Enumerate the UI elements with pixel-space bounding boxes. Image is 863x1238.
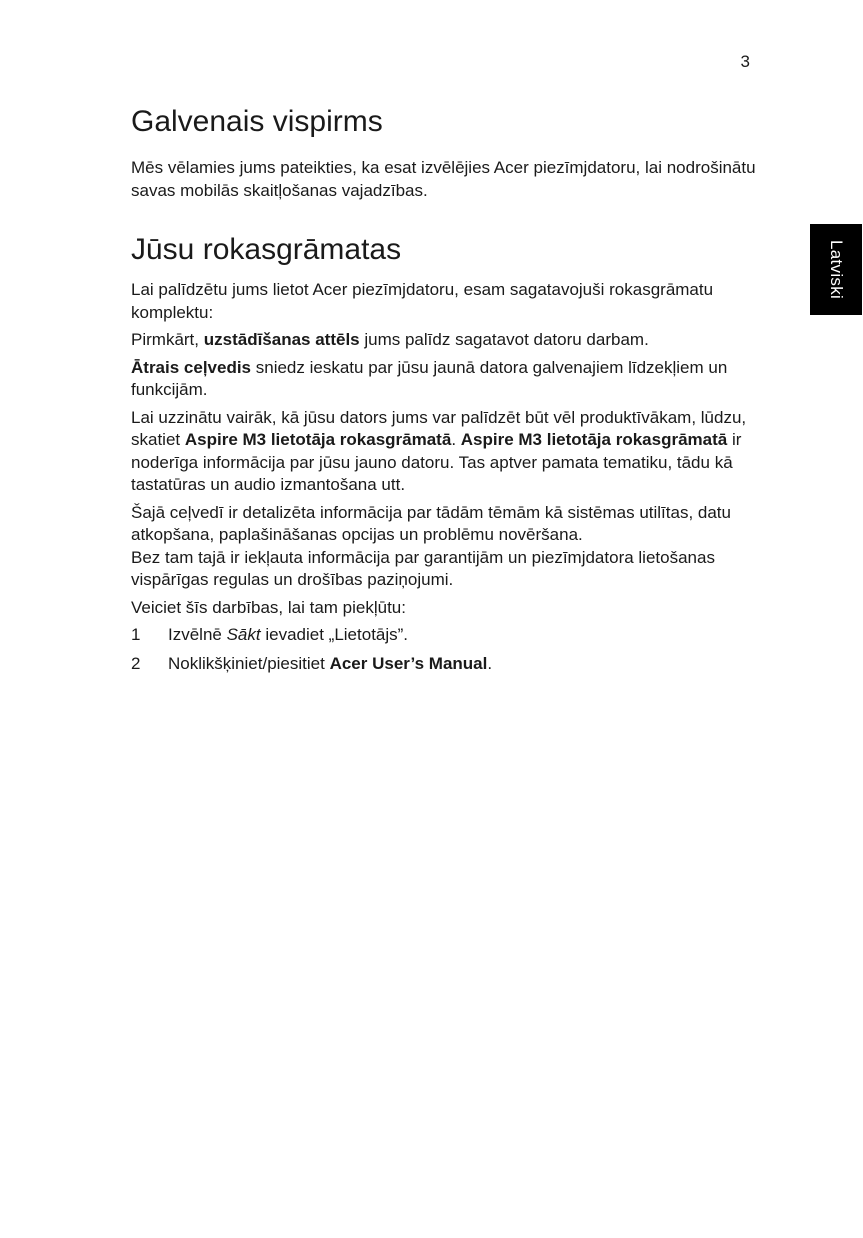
users-manual-pre: Lai uzzinātu vairāk, kā jūsu dators jums var palīdzēt būt vēl produktīvākam, lūdzu, skatiet (131, 407, 747, 449)
setup-poster-post: jums palīdz sagatavot datoru darbam. (359, 330, 649, 349)
quick-guide-term: Ātrais ceļvedis (131, 357, 252, 377)
heading-first-things-first: Galvenais vispirms (131, 105, 383, 138)
setup-poster-paragraph (131, 329, 756, 352)
list-item (131, 653, 756, 676)
step-2-pre: Noklikšķiniet/piesitiet (168, 653, 330, 673)
setup-poster-term: uzstādīšanas attēls (203, 330, 360, 349)
step-2-post: . (487, 653, 493, 673)
users-manual-term-1: Aspire M3 lietotāja rokasgrāmatā (184, 430, 452, 449)
step-1-menu-name: Sākt (226, 625, 261, 644)
guide-details-paragraph (131, 502, 756, 592)
users-manual-paragraph (131, 407, 756, 497)
guides-intro-paragraph: Lai palīdzētu jums lietot Acer piezīmjdatoru, esam sagatavojuši rokasgrāmatu komplektu: (131, 280, 714, 322)
language-tab-label: Latviski (827, 239, 846, 300)
access-steps-intro: Veiciet šīs darbības, lai tam piekļūtu: (131, 597, 406, 617)
guide-details-line1: Šajā ceļvedī ir detalizēta informācija par tādām tēmām kā sistēmas utilītas, datu atkopšana, paplašināšanas opcijas un problēmu novēršana. (131, 502, 731, 544)
step-1-post: ievadiet „Lietotājs”. (260, 625, 409, 644)
quick-guide-post: sniedz ieskatu par jūsu jaunā datora galvenajiem līdzekļiem un funkcijām. (131, 357, 728, 399)
step-number: 1 (131, 625, 141, 644)
step-1-pre: Izvēlnē (168, 625, 227, 644)
step-2-manual-name: Acer User’s Manual (329, 653, 488, 673)
guide-details-line2: Bez tam tajā ir iekļauta informācija par garantijām un piezīmjdatora lietošanas vispārīgas regulas un drošības paziņojumi. (131, 547, 715, 589)
users-manual-post: ir noderīga informācija par jūsu jauno datoru. Tas aptver pamata tematiku, tādu kā tastatūras un audio izmantošana utt. (131, 430, 742, 494)
setup-poster-pre: Pirmkārt, (131, 330, 204, 349)
language-tab (810, 224, 862, 315)
list-item (131, 624, 756, 647)
access-steps-list (131, 624, 756, 675)
users-manual-mid: . (451, 430, 461, 449)
page-content (131, 104, 756, 681)
page-number: 3 (740, 52, 750, 71)
heading-your-guides: Jūsu rokasgrāmatas (131, 233, 402, 266)
users-manual-term-2: Aspire M3 lietotāja rokasgrāmatā (460, 430, 728, 449)
quick-guide-paragraph (131, 357, 756, 402)
step-number: 2 (131, 653, 141, 673)
intro-paragraph: Mēs vēlamies jums pateikties, ka esat izvēlējies Acer piezīmjdatoru, lai nodrošinātu savas mobilās skaitļošanas vajadzības. (131, 158, 756, 200)
